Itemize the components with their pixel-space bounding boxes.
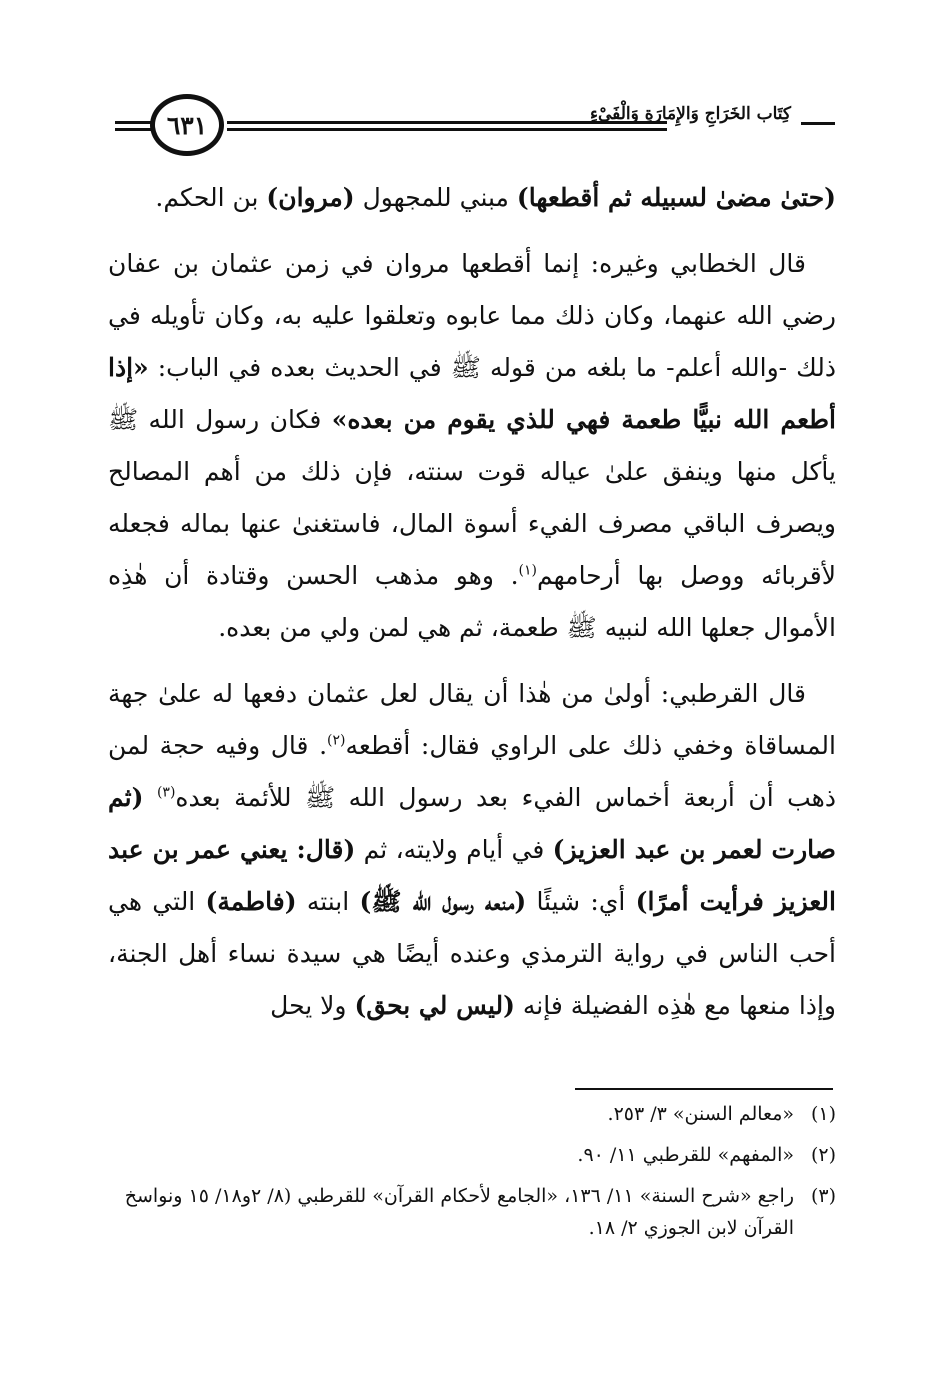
quoted-text: (فاطمة) (205, 887, 297, 916)
paragraph (108, 668, 836, 1032)
paragraph (108, 238, 836, 654)
text-run: في أيام ولايته، ثم (355, 835, 553, 864)
page-number: ٦٣١ (150, 94, 224, 156)
quoted-text: (مروان) (266, 183, 355, 212)
text-run: . قال وفيه حجة لمن ذهب أن أربعة أخماس الفيء بعد رسول الله ﷺ للأئمة بعده (108, 731, 836, 812)
footnote (108, 1139, 836, 1171)
quoted-text: (حتىٰ مضىٰ لسبيله ثم أقطعها) (516, 183, 836, 212)
text-run: ابنته (296, 887, 360, 916)
text-run: قال الخطابي وغيره: إنما أقطعها مروان في زمن عثمان بن عفان رضي الله عنهما، وكان ذلك مما عابوه وتعلقوا عليه به، وكان تأويله في ذلك -والله أعلم- ما بلغه من قوله ﷺ في الحديث بعده في الباب: (108, 249, 836, 382)
main-text (108, 172, 836, 1046)
quoted-text: «إذا أطعم الله نبيًّا طعمة فهي للذي يقوم من بعده» (108, 353, 836, 434)
text-run: مبني للمجهول (354, 183, 517, 212)
text-run: أي: شيئًا (526, 887, 636, 916)
running-title: كِتَاب الخَرَاجِ وَالإِمَارَةِ وَالْفَيْءِ (589, 104, 791, 124)
text-run: . وهو مذهب الحسن وقتادة أن هٰذِه الأموال جعلها الله لنبيه ﷺ طعمة، ثم هي لمن ولي من بعده. (108, 561, 836, 642)
page-header (105, 92, 835, 162)
footnotes (108, 1098, 836, 1253)
footnote (108, 1098, 836, 1130)
footnote-ref: (٢) (327, 732, 346, 749)
footnote-text: «معالم السنن» ٣/ ٢٥٣. (607, 1103, 794, 1125)
quoted-text: (منعه رسول الله ﷺ) (359, 887, 527, 916)
quoted-text: (ليس لي بحق) (354, 991, 515, 1020)
text-run (143, 783, 157, 812)
footnote-separator (575, 1088, 833, 1090)
quoted-text: (ثم صارت لعمر بن عبد العزيز) (108, 783, 836, 864)
footnote-number: (٢) (810, 1144, 836, 1166)
footnote-text: «المفهم» للقرطبي ١١/ ٩٠. (577, 1144, 794, 1166)
text-run: قال القرطبي: أولىٰ من هٰذا أن يقال لعل عثمان دفعها له علىٰ جهة المساقاة وخفي ذلك على الراوي فقال: أقطعه (108, 679, 836, 760)
footnote-ref: (١) (518, 562, 538, 579)
footnote (108, 1180, 836, 1244)
text-run: التي هي أحب الناس في رواية الترمذي وعنده أيضًا هي سيدة نساء أهل الجنة، وإذا منعها مع هٰذِه الفضيلة فإنه (108, 887, 836, 1020)
header-rule (227, 128, 667, 131)
paragraph (108, 172, 836, 224)
text-run: ولا يحل (270, 991, 355, 1020)
text-run: فكان رسول الله ﷺ يأكل منها وينفق علىٰ عياله قوت سنته، فإن ذلك من أهم المصالح ويصرف الباقي مصرف الفيء أسوة المال، فاستغنىٰ عنها بماله فجعله لأقربائه ووصل بها أرحامهم (108, 405, 837, 590)
quoted-text: (قال: يعني عمر بن عبد العزيز فرأيت أمرًا) (108, 835, 836, 916)
footnote-number: (١) (810, 1103, 836, 1125)
footnote-number: (٣) (810, 1185, 836, 1207)
text-run: بن الحكم. (155, 183, 267, 212)
header-dash (801, 122, 835, 125)
footnote-text: راجع «شرح السنة» ١١/ ١٣٦، «الجامع لأحكام القرآن» للقرطبي (٨/ ٢و١٨/ ١٥ ونواسخ القرآن لابن الجوزي ٢/ ١٨. (124, 1185, 794, 1239)
footnote-ref: (٣) (156, 784, 176, 801)
